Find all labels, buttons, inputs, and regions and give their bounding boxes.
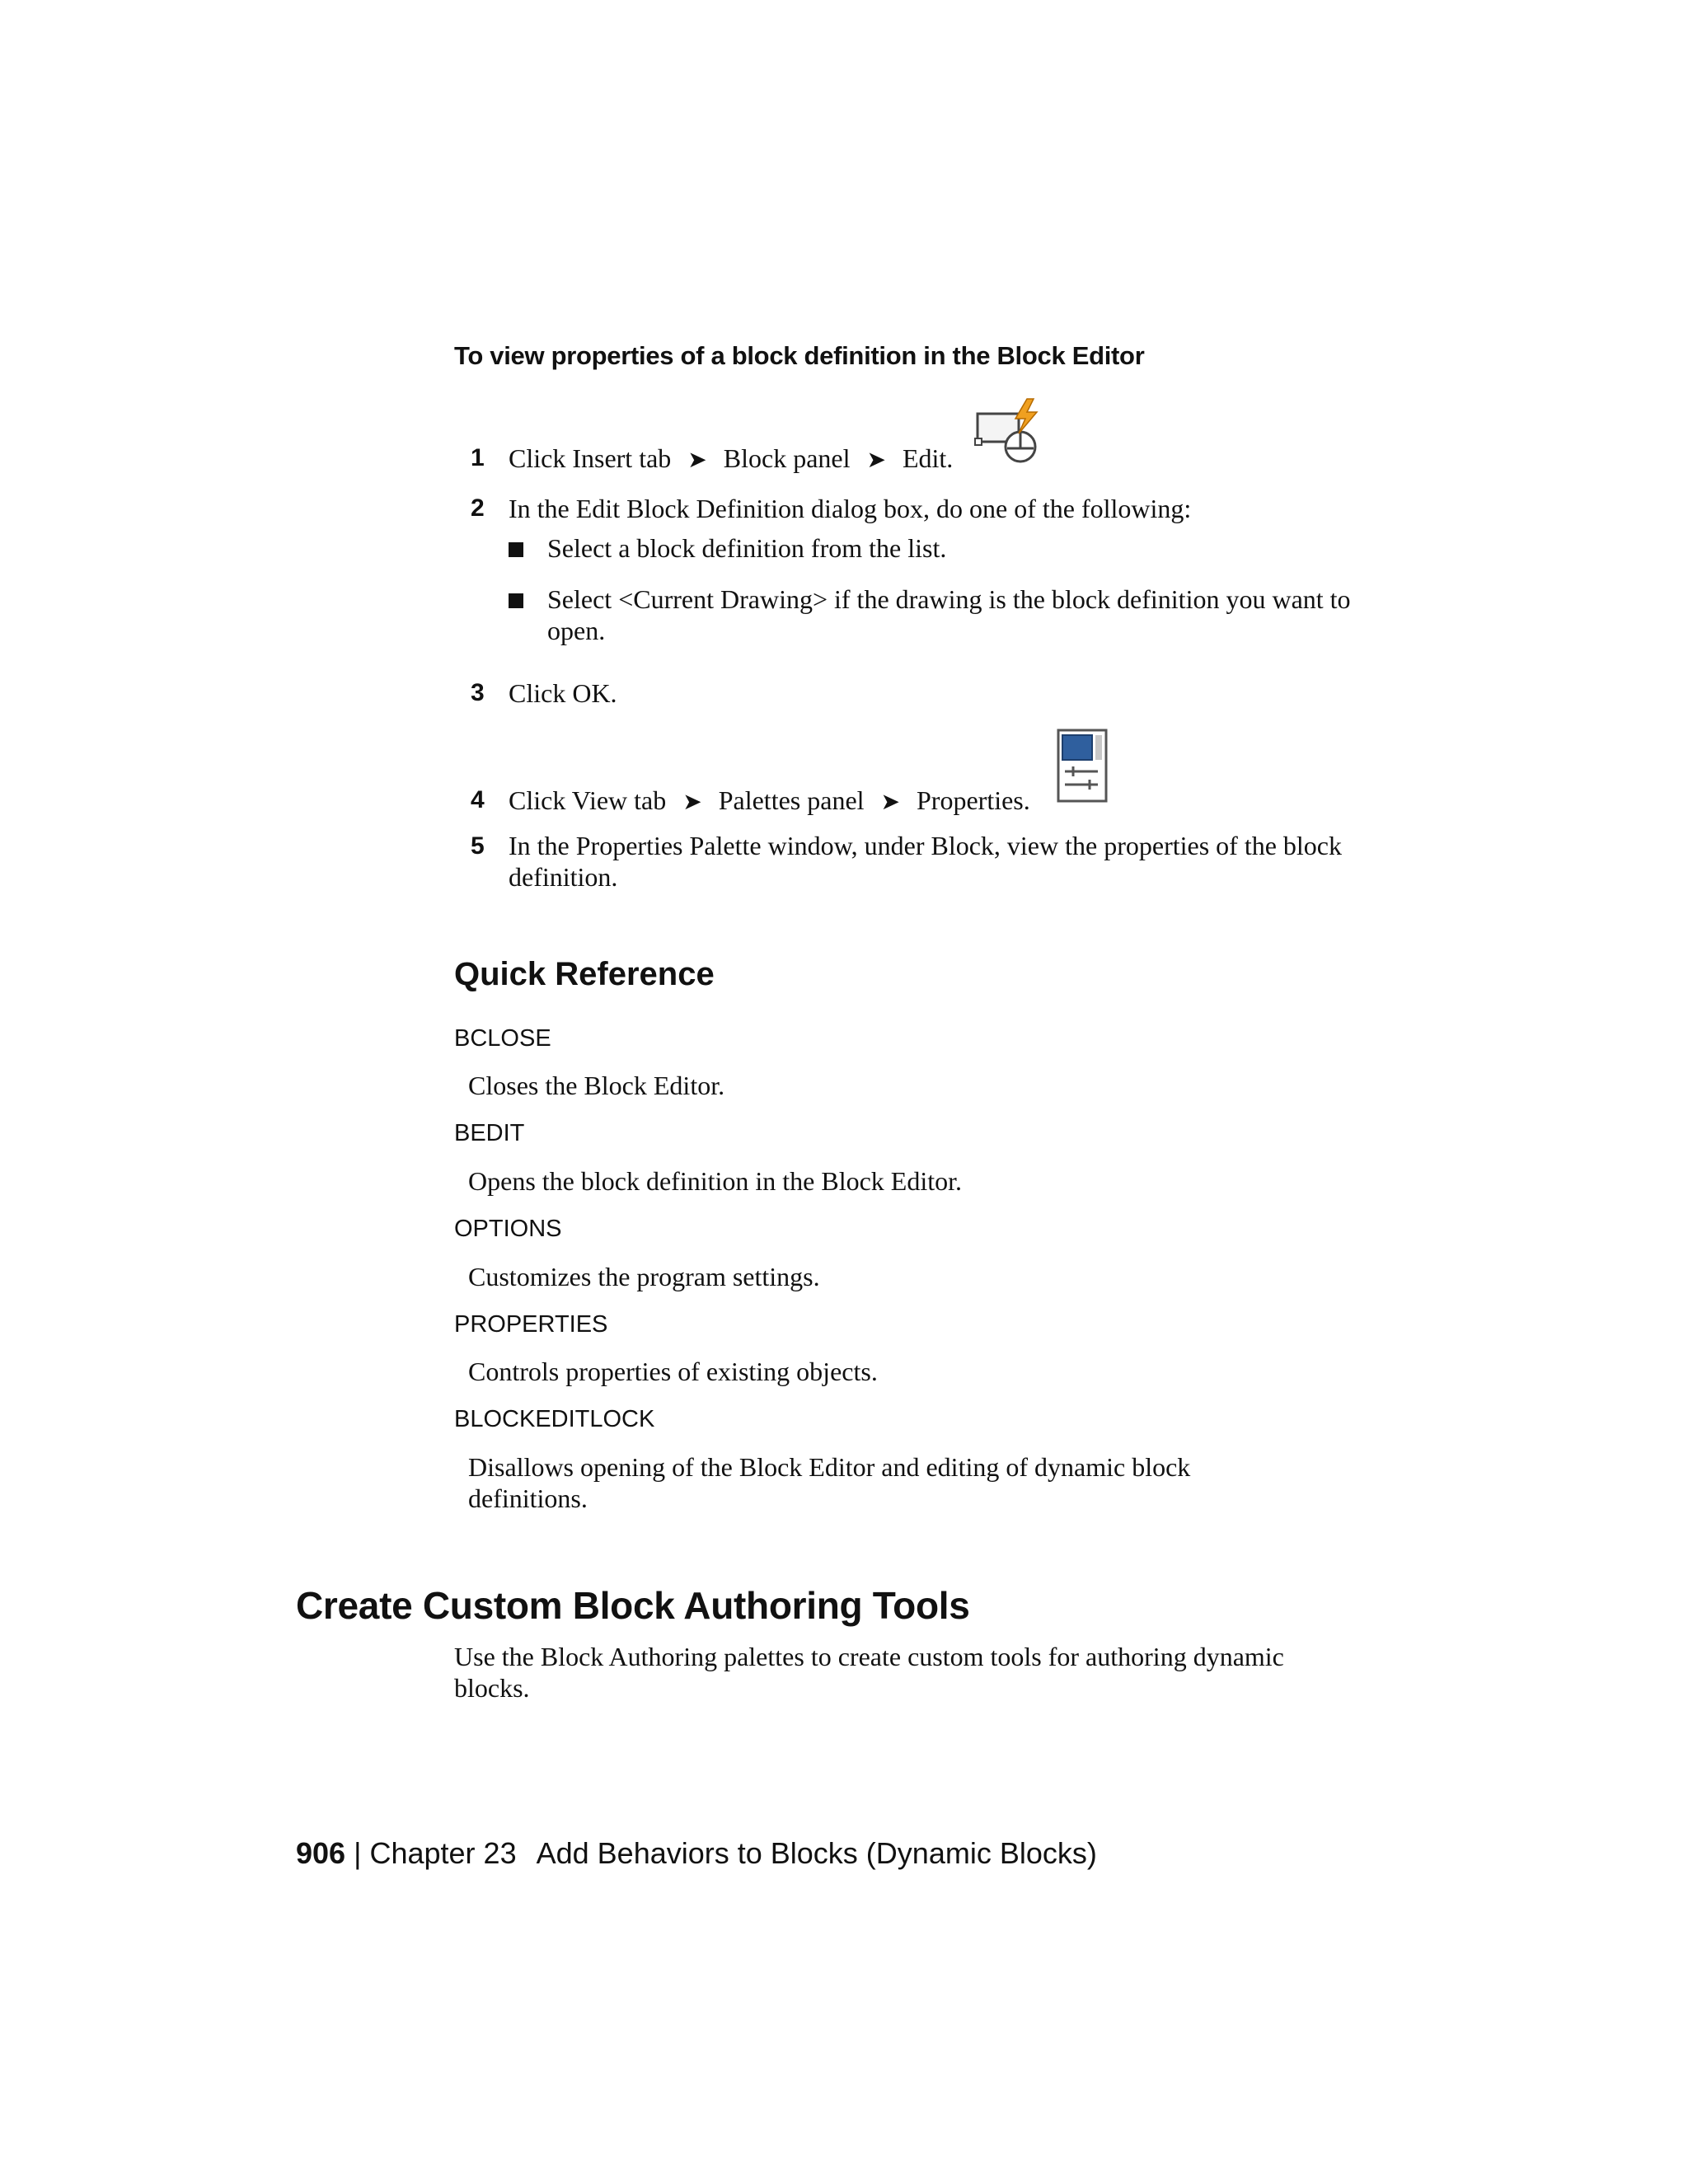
step-5-text: In the Properties Palette window, under Block, view the properties of the block definition. [509,831,1342,892]
section-heading: Create Custom Block Authoring Tools [296,1584,970,1627]
command-description: Closes the Block Editor. [468,1071,725,1100]
step-number: 2 [471,494,485,522]
step-1-part-edit: Edit. [902,443,954,473]
command-term: BCLOSE [454,1025,551,1052]
section-intro: Use the Block Authoring palettes to create custom tools for authoring dynamic blocks. [454,1642,1284,1703]
step-4-part-properties: Properties. [917,785,1030,815]
command-description: Opens the block definition in the Block Editor. [468,1166,963,1196]
step-number: 1 [471,444,485,471]
procedure-title: To view properties of a block definition in the Block Editor [454,341,1145,370]
page-number: 906 [296,1836,346,1870]
footer-chapter-title: Add Behaviors to Blocks (Dynamic Blocks) [536,1836,1097,1870]
step-number: 4 [471,786,485,813]
step-2-text: In the Edit Block Definition dialog box, do one of the following: [509,494,1192,523]
command-description: Customizes the program settings. [468,1262,820,1291]
command-description: Controls properties of existing objects. [468,1357,878,1386]
bullet-square-icon [509,542,523,557]
step-4-part-palettes-panel: Palettes panel [718,785,865,815]
step-3-text: Click OK. [509,678,617,708]
page-footer [296,1836,1097,1871]
arrow-right-icon: ➤ [687,448,707,473]
step-1-part-block-panel: Block panel [723,443,851,473]
command-term: OPTIONS [454,1216,562,1242]
arrow-right-icon: ➤ [880,790,900,815]
command-term: BEDIT [454,1120,525,1146]
command-term: PROPERTIES [454,1311,608,1338]
arrow-right-icon: ➤ [866,448,886,473]
command-description: Disallows opening of the Block Editor and editing of dynamic block definitions. [468,1452,1191,1513]
bullet-square-icon [509,593,523,608]
bullet-text: Select a block definition from the list. [547,533,947,563]
step-1-part-insert-tab: Click Insert tab [509,443,672,473]
footer-separator: | [354,1836,362,1870]
quick-reference-heading: Quick Reference [454,956,715,992]
step-number: 5 [471,832,485,860]
bullet-text: Select <Current Drawing> if the drawing is the block definition you want to open. [547,584,1351,645]
command-term: BLOCKEDITLOCK [454,1406,655,1432]
arrow-right-icon: ➤ [682,790,702,815]
step-number: 3 [471,679,485,706]
footer-chapter: Chapter 23 [369,1836,517,1870]
step-4-part-view-tab: Click View tab [509,785,667,815]
block-editor-lightning-icon [974,397,1047,466]
properties-palette-icon [1057,729,1108,803]
